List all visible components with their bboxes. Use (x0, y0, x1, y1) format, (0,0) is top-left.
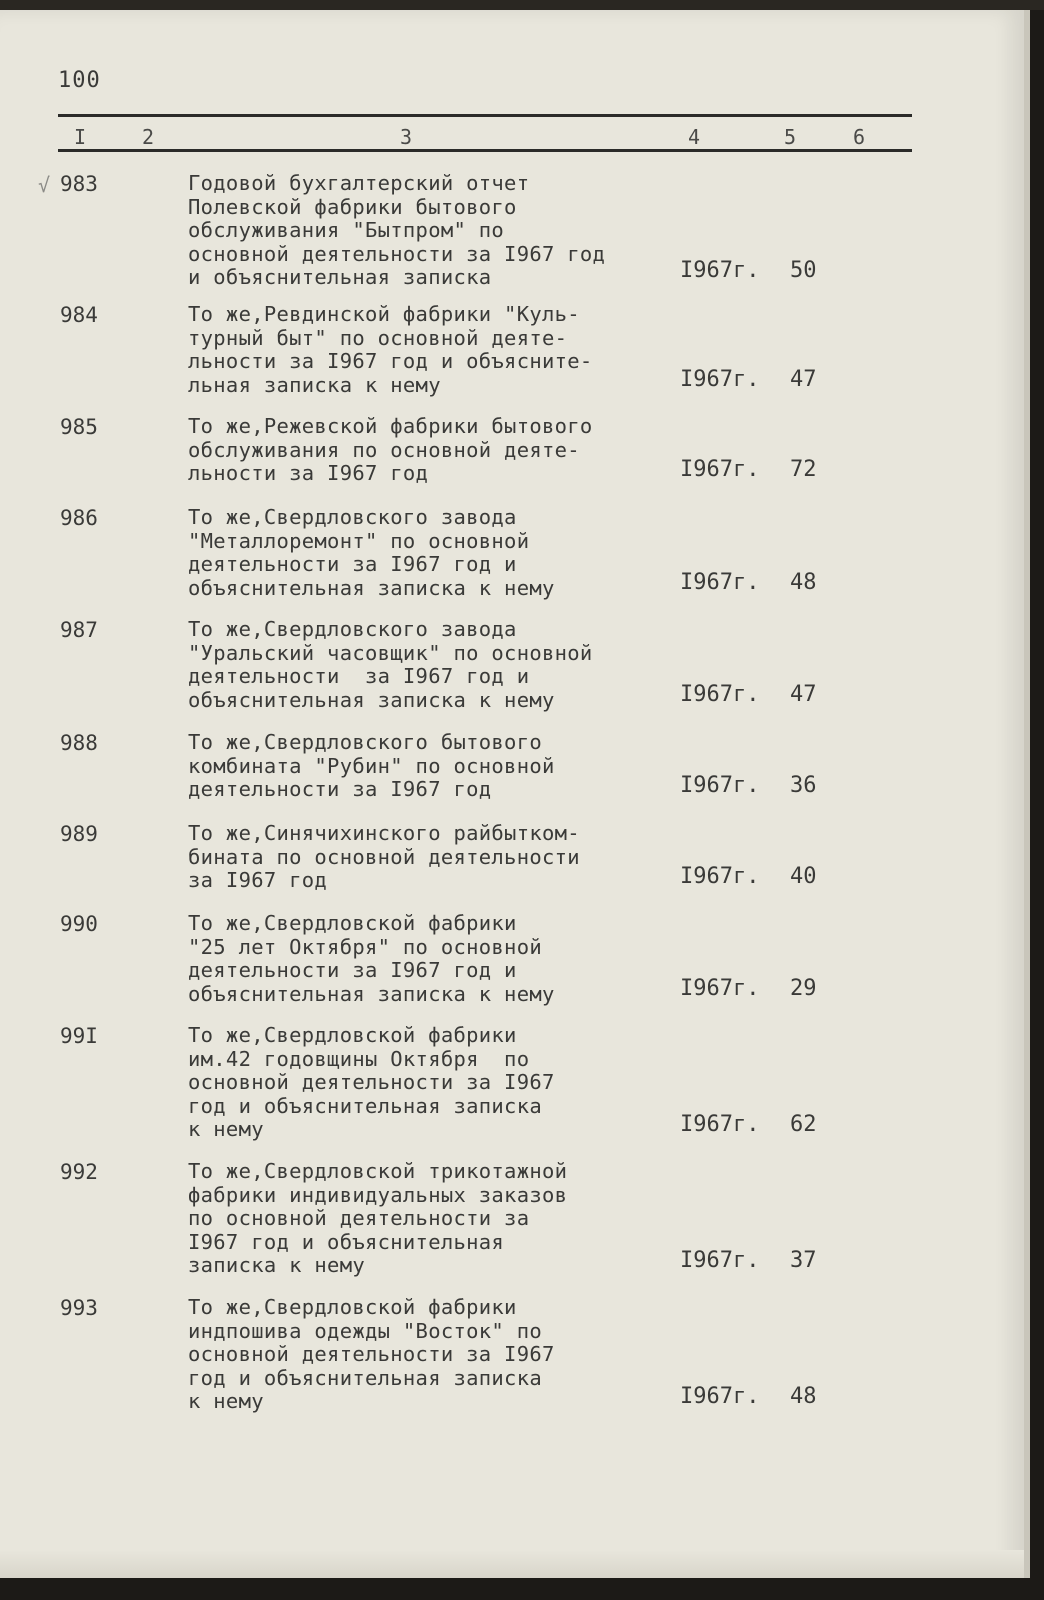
entry-year: I967г. (680, 258, 760, 283)
entry-year: I967г. (680, 457, 760, 482)
entry-number: 99I (60, 1024, 98, 1048)
entry-number: 983 (60, 172, 98, 196)
entry-sheets: 47 (790, 682, 817, 707)
entry-year: I967г. (680, 1248, 760, 1273)
page-bottom-edge (0, 1550, 1024, 1578)
entry-title: То же,Свердловского бытового комбината "Рубин" по основной деятельности за I967 год (188, 730, 555, 801)
entry-number: 987 (60, 618, 98, 642)
entry-sheets: 50 (790, 258, 817, 283)
entry-sheets: 29 (790, 976, 817, 1001)
entry-sheets: 62 (790, 1112, 817, 1137)
entry-title: То же,Ревдинской фабрики "Куль- турный быт" по основной деяте- льности за I967 год и объясните- льная записка к нему (188, 302, 593, 397)
entry-year: I967г. (680, 864, 760, 889)
scan-top-edge (0, 0, 1044, 10)
entry-number: 992 (60, 1160, 98, 1184)
entry-sheets: 36 (790, 773, 817, 798)
entry-number: 993 (60, 1296, 98, 1320)
entry-title: То же,Свердловской фабрики индпошива одежды "Восток" по основной деятельности за I967 год и объяснительная записка к нему (188, 1295, 555, 1413)
header-top-rule (58, 114, 912, 117)
entry-year: I967г. (680, 1384, 760, 1409)
column-header-5: 5 (784, 125, 797, 149)
column-header-4: 4 (688, 125, 701, 149)
column-header-3: 3 (400, 125, 413, 149)
entry-year: I967г. (680, 570, 760, 595)
entry-year: I967г. (680, 682, 760, 707)
entry-sheets: 72 (790, 457, 817, 482)
entry-number: 984 (60, 303, 98, 327)
entry-title: То же,Синячихинского райбытком- бината по основной деятельности за I967 год (188, 821, 580, 892)
entry-title: То же,Режевской фабрики бытового обслуживания по основной деяте- льности за I967 год (188, 414, 593, 485)
entry-year: I967г. (680, 367, 760, 392)
entry-title: То же,Свердловского завода "Металлоремонт" по основной деятельности за I967 год и объяснительная записка к нему (188, 505, 555, 600)
archive-page (0, 10, 1030, 1578)
entry-sheets: 48 (790, 1384, 817, 1409)
check-mark: √ (38, 173, 51, 197)
entry-number: 986 (60, 506, 98, 530)
column-header-6: 6 (853, 125, 866, 149)
entry-number: 988 (60, 731, 98, 755)
entry-title: То же,Свердловской трикотажной фабрики индивидуальных заказов по основной деятельности за I967 год и объяснительная записка к нему (188, 1159, 568, 1277)
entry-title: То же,Свердловской фабрики "25 лет Октября" по основной деятельности за I967 год и объяснительная записка к нему (188, 911, 555, 1006)
entry-number: 989 (60, 822, 98, 846)
column-header-2: 2 (142, 125, 155, 149)
entry-title: То же,Свердловской фабрики им.42 годовщины Октября по основной деятельности за I967 год и объяснительная записка к нему (188, 1023, 555, 1141)
column-header-1: I (74, 125, 87, 149)
entry-sheets: 37 (790, 1248, 817, 1273)
entry-year: I967г. (680, 773, 760, 798)
entry-title: То же,Свердловского завода "Уральский часовщик" по основной деятельности за I967 год и объяснительная записка к нему (188, 617, 593, 712)
entry-sheets: 40 (790, 864, 817, 889)
header-bottom-rule (58, 149, 912, 152)
page-number: 100 (58, 68, 101, 93)
entry-number: 985 (60, 415, 98, 439)
entry-year: I967г. (680, 1112, 760, 1137)
entry-year: I967г. (680, 976, 760, 1001)
entry-sheets: 47 (790, 367, 817, 392)
entry-title: Годовой бухгалтерский отчет Полевской фабрики бытового обслуживания "Бытпром" по основной деятельности за I967 год и объяснительная записка (188, 171, 606, 289)
entry-sheets: 48 (790, 570, 817, 595)
entry-number: 990 (60, 912, 98, 936)
